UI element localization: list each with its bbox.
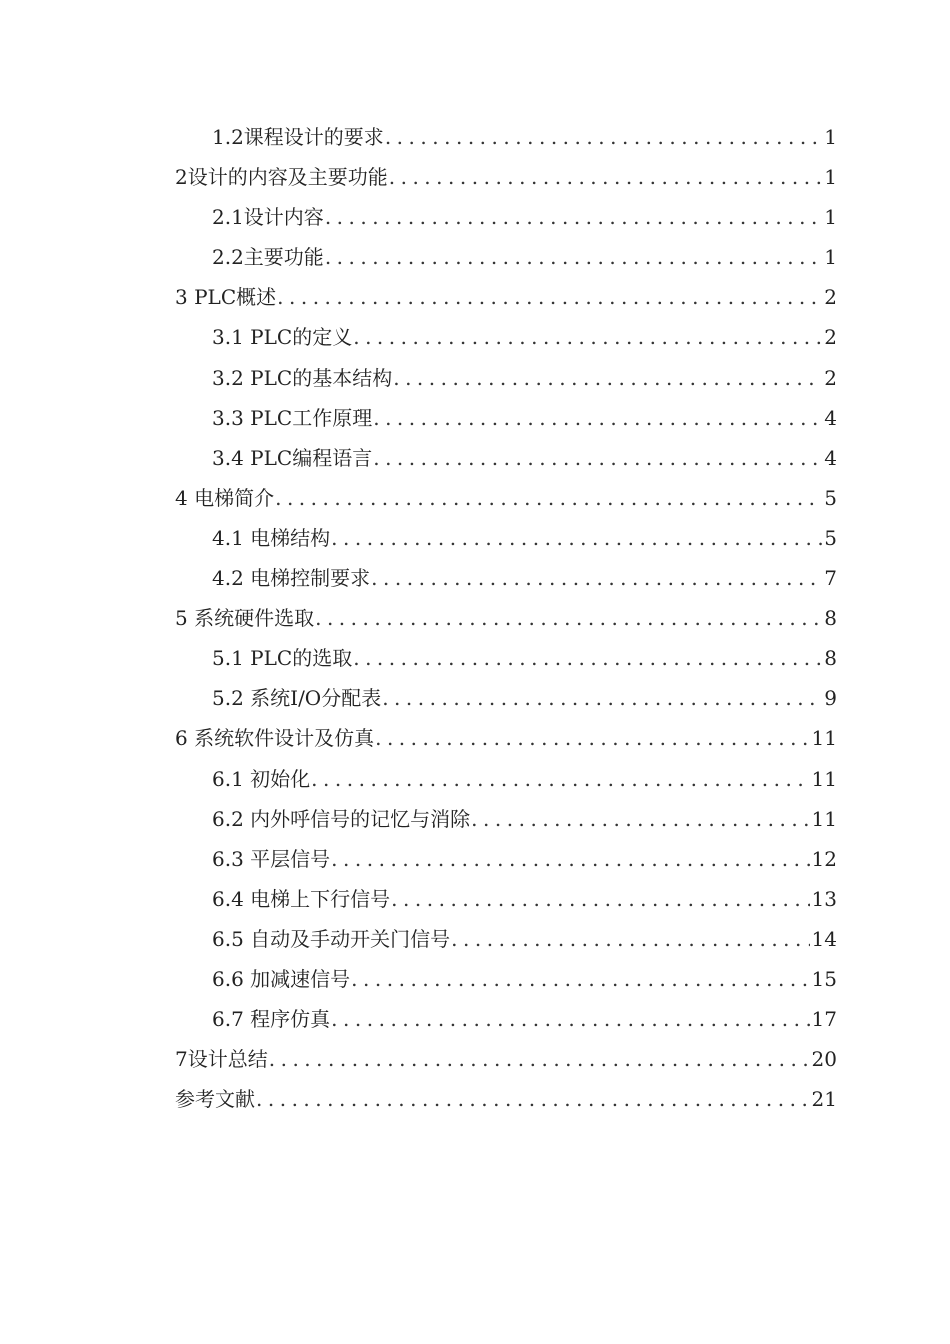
toc-entry-page-number: 13 (811, 886, 837, 911)
toc-entry[interactable] (175, 799, 837, 839)
toc-entry-title: 参考文献 (175, 1087, 255, 1112)
toc-entry-page-number: 11 (811, 806, 837, 831)
toc-entry-page-number: 11 (811, 766, 837, 791)
toc-entry-page-number: 4 (824, 405, 837, 430)
toc-entry[interactable] (175, 398, 837, 438)
toc-entry-page-number: 7 (824, 566, 837, 591)
toc-entry-page-number: 5 (824, 525, 837, 550)
toc-dot-leader (276, 277, 822, 317)
toc-dot-leader (370, 558, 822, 598)
toc-dot-leader (324, 197, 822, 237)
toc-entry-title: 6.5 自动及手动开关门信号 (212, 926, 451, 951)
toc-dot-leader (388, 157, 823, 197)
toc-entry-title: 2.2主要功能 (212, 245, 324, 270)
toc-dot-leader (330, 518, 822, 558)
toc-entry-title: 6.1 初始化 (212, 766, 311, 791)
toc-entry-title: 3.4 PLC编程语言 (212, 445, 373, 470)
toc-entry-page-number: 8 (824, 646, 837, 671)
toc-entry-title: 4.2 电梯控制要求 (212, 566, 371, 591)
toc-dot-leader (350, 959, 809, 999)
toc-entry-title: 6 系统软件设计及仿真 (175, 726, 375, 751)
toc-entry-page-number: 21 (811, 1087, 837, 1112)
toc-dot-leader (374, 718, 809, 758)
toc-entry[interactable] (175, 1039, 837, 1079)
toc-entry-page-number: 2 (824, 365, 837, 390)
toc-entry[interactable] (175, 678, 837, 718)
toc-dot-leader (330, 839, 809, 879)
toc-entry-page-number: 8 (824, 606, 837, 631)
toc-dot-leader (255, 1079, 810, 1119)
toc-entry-title: 7设计总结 (175, 1047, 268, 1072)
toc-entry-page-number: 15 (811, 966, 837, 991)
toc-entry-page-number: 2 (824, 285, 837, 310)
toc-entry[interactable] (175, 317, 837, 357)
toc-entry[interactable] (175, 718, 837, 758)
toc-entry-title: 6.6 加减速信号 (212, 966, 351, 991)
toc-entry[interactable] (175, 638, 837, 678)
toc-dot-leader (352, 638, 822, 678)
toc-dot-leader (450, 919, 809, 959)
toc-entry[interactable] (175, 1079, 837, 1119)
toc-entry-page-number: 11 (811, 726, 837, 751)
toc-entry[interactable] (175, 518, 837, 558)
toc-entry-title: 5 系统硬件选取 (175, 606, 315, 631)
toc-dot-leader (372, 438, 822, 478)
toc-entry-page-number: 20 (811, 1047, 837, 1072)
toc-entry-title: 6.7 程序仿真 (212, 1007, 331, 1032)
toc-entry-page-number: 1 (824, 205, 837, 230)
toc-entry-page-number: 1 (824, 165, 837, 190)
toc-entry[interactable] (175, 237, 837, 277)
toc-dot-leader (384, 117, 822, 157)
toc-entry[interactable] (175, 959, 837, 999)
toc-entry[interactable] (175, 839, 837, 879)
toc-entry-page-number: 1 (824, 245, 837, 270)
toc-dot-leader (310, 759, 809, 799)
toc-entry-title: 6.4 电梯上下行信号 (212, 886, 391, 911)
toc-dot-leader (274, 478, 822, 518)
toc-entry[interactable] (175, 759, 837, 799)
toc-entry-title: 5.1 PLC的选取 (212, 646, 353, 671)
toc-dot-leader (330, 999, 809, 1039)
toc-entry-page-number: 12 (811, 846, 837, 871)
toc-entry[interactable] (175, 277, 837, 317)
toc-entry-page-number: 14 (811, 926, 837, 951)
table-of-contents (175, 117, 837, 1119)
toc-entry-title: 2.1设计内容 (212, 205, 324, 230)
toc-dot-leader (470, 799, 809, 839)
toc-dot-leader (390, 879, 809, 919)
toc-entry-page-number: 2 (824, 325, 837, 350)
toc-entry-title: 6.2 内外呼信号的记忆与消除 (212, 806, 471, 831)
toc-dot-leader (268, 1039, 810, 1079)
toc-entry[interactable] (175, 358, 837, 398)
toc-entry-title: 3.1 PLC的定义 (212, 325, 353, 350)
toc-entry-page-number: 5 (824, 485, 837, 510)
toc-dot-leader (324, 237, 822, 277)
toc-entry-title: 3.2 PLC的基本结构 (212, 365, 393, 390)
toc-entry-title: 4.1 电梯结构 (212, 525, 331, 550)
toc-dot-leader (392, 358, 822, 398)
toc-entry[interactable] (175, 438, 837, 478)
toc-entry[interactable] (175, 999, 837, 1039)
toc-entry[interactable] (175, 157, 837, 197)
toc-entry[interactable] (175, 598, 837, 638)
toc-entry[interactable] (175, 117, 837, 157)
toc-entry[interactable] (175, 478, 837, 518)
toc-dot-leader (352, 317, 822, 357)
toc-entry-title: 6.3 平层信号 (212, 846, 331, 871)
toc-entry-title: 2设计的内容及主要功能 (175, 165, 388, 190)
toc-entry[interactable] (175, 197, 837, 237)
toc-dot-leader (372, 398, 822, 438)
toc-entry-page-number: 1 (824, 125, 837, 149)
toc-entry[interactable] (175, 558, 837, 598)
toc-entry-title: 4 电梯简介 (175, 485, 275, 510)
toc-entry-page-number: 4 (824, 445, 837, 470)
toc-entry[interactable] (175, 919, 837, 959)
toc-dot-leader (381, 678, 822, 718)
toc-entry-title: 3.3 PLC工作原理 (212, 405, 373, 430)
toc-entry[interactable] (175, 879, 837, 919)
toc-dot-leader (314, 598, 822, 638)
toc-entry-page-number: 9 (824, 686, 837, 711)
toc-entry-page-number: 17 (811, 1007, 837, 1032)
toc-entry-title: 1.2课程设计的要求 (212, 125, 384, 149)
toc-entry-title: 3 PLC概述 (175, 285, 277, 310)
toc-entry-title: 5.2 系统I/O分配表 (212, 686, 382, 711)
